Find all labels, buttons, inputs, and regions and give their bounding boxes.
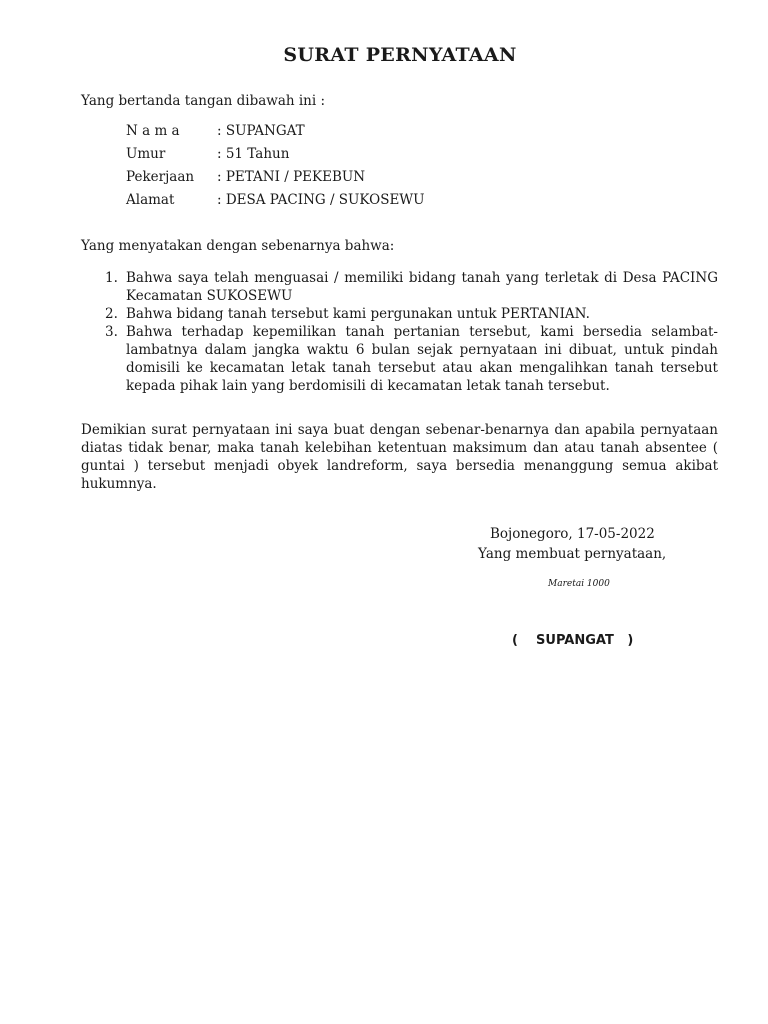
identity-row-age (126, 145, 425, 168)
identity-row-occupation (126, 168, 425, 191)
identity-label: N a m a (126, 123, 180, 139)
statement-text: Bahwa terhadap kepemilikan tanah pertanian tersebut, kami bersedia selambat-lambatnya dalam jangka waktu 6 bulan sejak pernyataan ini dibuat, untuk pindah domisili ke kecamatan letak tanah tersebut atau akan mengalihkan tanah tersebut kepada pihak lain yang berdomisili di kecamatan letak tanah tersebut. (126, 324, 718, 394)
identity-row-address (126, 191, 425, 214)
signer-name: ( SUPANGAT ) (512, 633, 634, 648)
statement-item (81, 305, 718, 323)
identity-value: : SUPANGAT (217, 123, 305, 139)
statement-number: 3. (105, 324, 118, 340)
intro-text: Yang bertanda tangan dibawah ini : (81, 93, 326, 109)
identity-value: : 51 Tahun (217, 146, 290, 162)
statement-text: Bahwa bidang tanah tersebut kami pergunakan untuk PERTANIAN. (126, 306, 590, 322)
identity-value: : DESA PACING / SUKOSEWU (217, 192, 425, 208)
identity-label: Pekerjaan (126, 169, 195, 185)
document-title: SURAT PERNYATAAN (283, 44, 517, 66)
closing-paragraph: Demikian surat pernyataan ini saya buat dengan sebenar-benarnya dan apabila pernyataan diatas tidak benar, maka tanah kelebihan ketentuan maksimum dan atau tanah absentee ( guntai ) tersebut menjadi obyek landreform, saya bersedia menanggung semua akibat hukumnya. (81, 422, 718, 492)
identity-label: Umur (126, 146, 166, 162)
maker-label: Yang membuat pernyataan, (478, 546, 667, 562)
statement-list (81, 269, 718, 395)
statement-number: 2. (105, 306, 118, 322)
identity-label: Alamat (126, 192, 175, 208)
statement-text: Bahwa saya telah menguasai / memiliki bidang tanah yang terletak di Desa PACING Kecamatan SUKOSEWU (126, 270, 718, 304)
statement-item (81, 323, 718, 395)
statement-item (81, 269, 718, 305)
place-date: Bojonegoro, 17-05-2022 (490, 526, 655, 542)
stamp-label: Maretai 1000 (548, 579, 610, 589)
statement-number: 1. (105, 270, 118, 286)
identity-value: : PETANI / PEKEBUN (217, 169, 366, 185)
statement-intro: Yang menyatakan dengan sebenarnya bahwa: (81, 238, 395, 254)
identity-row-name (126, 122, 425, 145)
identity-table (126, 122, 425, 214)
